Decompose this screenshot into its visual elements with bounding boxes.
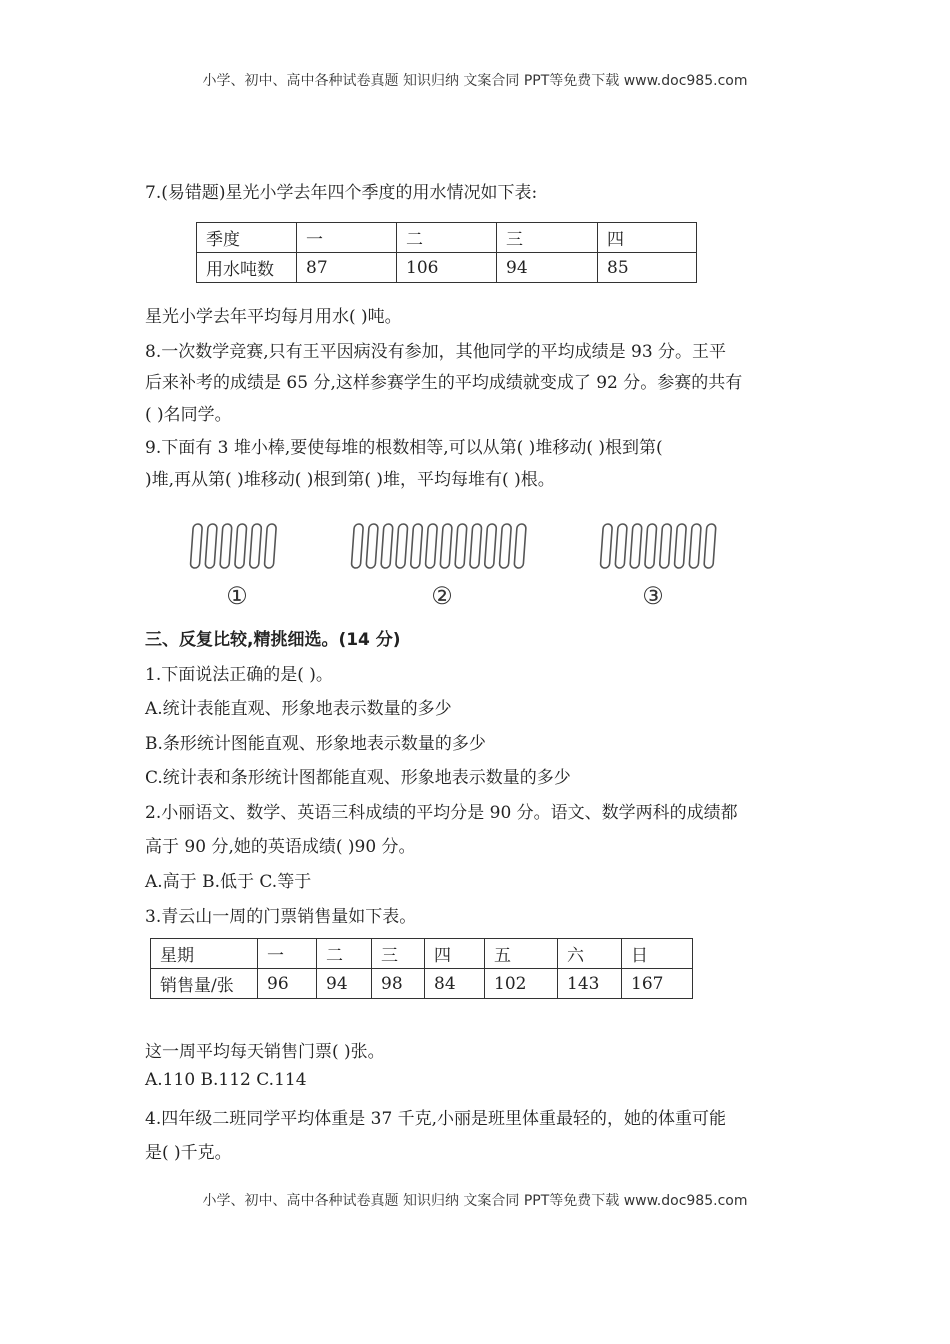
table-row	[151, 969, 693, 999]
stick	[264, 524, 276, 568]
q7-question: 星光小学去年平均每月用水( )吨。	[145, 307, 402, 327]
table-cell: 85	[598, 253, 697, 283]
table-cell: 一	[297, 223, 397, 253]
table-cell: 106	[397, 253, 497, 283]
stick	[499, 524, 511, 568]
stick	[249, 524, 261, 568]
stick	[659, 524, 671, 568]
page-footer: 小学、初中、高中各种试卷真题 知识归纳 文案合同 PPT等免费下载 www.doc985.com	[202, 1193, 748, 1209]
table-cell: 五	[485, 939, 558, 969]
table-row	[197, 223, 697, 253]
table-cell: 销售量/张	[151, 969, 258, 999]
stick-piles-figure	[0, 515, 950, 610]
s3-options: A.110 B.112 C.114	[145, 1070, 307, 1090]
table-cell: 日	[622, 939, 693, 969]
q8-line1: 8.一次数学竞赛,只有王平因病没有参加，其他同学的平均成绩是 93 分。王平	[145, 342, 727, 362]
stick-pile-1	[190, 524, 276, 568]
stick	[514, 524, 526, 568]
stick	[674, 524, 686, 568]
ticket-sales-table	[150, 938, 693, 999]
stick-pile-3	[600, 524, 716, 568]
s4-line2: 是( )千克。	[145, 1143, 232, 1163]
s1-question: 1.下面说法正确的是( )。	[145, 665, 333, 685]
table-cell: 一	[258, 939, 317, 969]
s2-line1: 2.小丽语文、数学、英语三科成绩的平均分是 90 分。语文、数学两科的成绩都	[145, 803, 738, 823]
section-3-title: 三、反复比较,精挑细选。(14 分)	[145, 630, 401, 650]
q9-line1: 9.下面有 3 堆小棒,要使每堆的根数相等,可以从第( )堆移动( )根到第(	[145, 438, 663, 458]
stick	[630, 524, 642, 568]
s3-title: 3.青云山一周的门票销售量如下表。	[145, 907, 417, 927]
stick	[704, 524, 716, 568]
table-cell: 用水吨数	[197, 253, 297, 283]
stick	[190, 524, 202, 568]
q7-text: 7.(易错题)星光小学去年四个季度的用水情况如下表:	[145, 183, 538, 203]
table-cell: 季度	[197, 223, 297, 253]
table-cell: 四	[598, 223, 697, 253]
pile-label-2: ②	[431, 582, 453, 610]
table-cell: 102	[485, 969, 558, 999]
q9-line2: )堆,再从第( )堆移动( )根到第( )堆，平均每堆有( )根。	[145, 470, 555, 490]
table-cell: 二	[397, 223, 497, 253]
table-cell: 94	[497, 253, 598, 283]
table-cell: 二	[317, 939, 372, 969]
s2-line2: 高于 90 分,她的英语成绩( )90 分。	[145, 837, 416, 857]
table-cell: 98	[372, 969, 425, 999]
table-cell: 六	[558, 939, 622, 969]
stick	[351, 524, 363, 568]
page-header: 小学、初中、高中各种试卷真题 知识归纳 文案合同 PPT等免费下载 www.doc985.com	[202, 73, 748, 89]
stick	[366, 524, 378, 568]
stick	[220, 524, 232, 568]
table-cell: 87	[297, 253, 397, 283]
s1-option-c: C.统计表和条形统计图都能直观、形象地表示数量的多少	[145, 768, 571, 788]
table-cell: 三	[372, 939, 425, 969]
pile-label-3: ③	[642, 582, 664, 610]
table-cell: 84	[425, 969, 485, 999]
stick	[600, 524, 612, 568]
stick	[381, 524, 393, 568]
water-usage-table	[196, 222, 697, 283]
stick	[396, 524, 408, 568]
stick	[440, 524, 452, 568]
stick	[484, 524, 496, 568]
stick	[470, 524, 482, 568]
stick	[455, 524, 467, 568]
s4-line1: 4.四年级二班同学平均体重是 37 千克,小丽是班里体重最轻的，她的体重可能	[145, 1109, 727, 1129]
table-cell: 星期	[151, 939, 258, 969]
stick	[615, 524, 627, 568]
table-cell: 94	[317, 969, 372, 999]
stick	[689, 524, 701, 568]
s2-options: A.高于 B.低于 C.等于	[145, 872, 312, 892]
table-row	[151, 939, 693, 969]
stick	[645, 524, 657, 568]
s1-option-a: A.统计表能直观、形象地表示数量的多少	[145, 699, 452, 719]
q8-line3: ( )名同学。	[145, 405, 232, 425]
table-cell: 143	[558, 969, 622, 999]
stick	[425, 524, 437, 568]
stick	[235, 524, 247, 568]
table-row	[197, 253, 697, 283]
table-cell: 96	[258, 969, 317, 999]
pile-label-1: ①	[226, 582, 248, 610]
table-cell: 三	[497, 223, 598, 253]
stick	[205, 524, 217, 568]
table-cell: 167	[622, 969, 693, 999]
stick-pile-2	[351, 524, 526, 568]
s1-option-b: B.条形统计图能直观、形象地表示数量的多少	[145, 734, 486, 754]
q8-line2: 后来补考的成绩是 65 分,这样参赛学生的平均成绩就变成了 92 分。参赛的共有	[145, 373, 743, 393]
s3-question: 这一周平均每天销售门票( )张。	[145, 1042, 385, 1062]
stick	[410, 524, 422, 568]
table-cell: 四	[425, 939, 485, 969]
